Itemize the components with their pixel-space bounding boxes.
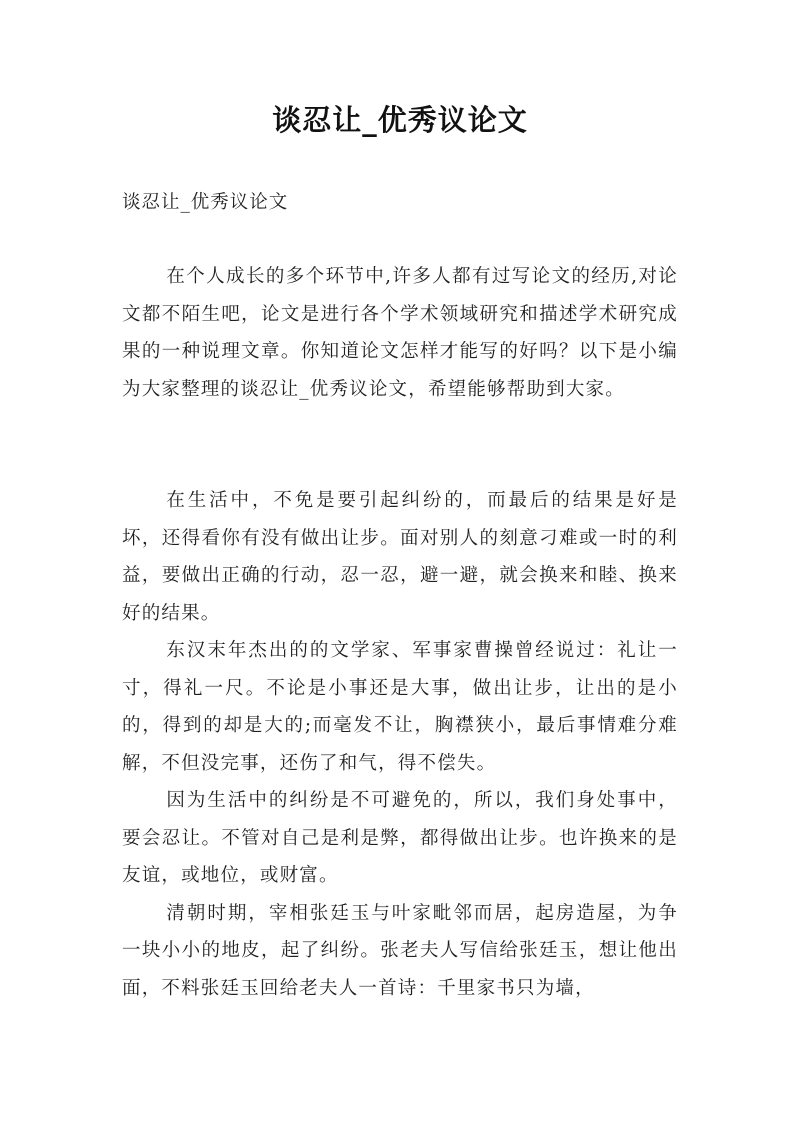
document-title: 谈忍让_优秀议论文 <box>272 103 528 137</box>
body-block <box>122 482 678 1007</box>
body-paragraph: 东汉末年杰出的的文学家、军事家曹操曾经说过：礼让一寸，得礼一尺。不论是小事还是大事，做出让步，让出的是小的，得到的却是大的;而毫发不让，胸襟狭小，最后事情难分难解，不但没完事，还伤了和气，得不偿失。 <box>122 640 678 774</box>
body-paragraph: 在生活中，不免是要引起纠纷的，而最后的结果是好是坏，还得看你有没有做出让步。面对别人的刻意刁难或一时的利益，要做出正确的行动，忍一忍，避一避，就会换来和睦、换来好的结果。 <box>122 490 678 624</box>
body-paragraph: 因为生活中的纠纷是不可避免的，所以，我们身处事中，要会忍让。不管对自己是利是弊，都得做出让步。也许换来的是友谊，或地位，或财富。 <box>122 790 678 886</box>
document-subtitle: 谈忍让_优秀议论文 <box>122 192 289 213</box>
intro-paragraph: 在个人成长的多个环节中,许多人都有过写论文的经历,对论文都不陌生吧，论文是进行各个学术领域研究和描述学术研究成果的一种说理文章。你知道论文怎样才能写的好吗？以下是小编为大家整理的谈忍让_优秀议论文，希望能够帮助到大家。 <box>122 266 678 400</box>
body-paragraph: 清朝时期，宰相张廷玉与叶家毗邻而居，起房造屋，为争一块小小的地皮，起了纠纷。张老夫人写信给张廷玉，想让他出面，不料张廷玉回给老夫人一首诗：千里家书只为墙， <box>122 902 678 999</box>
intro-block <box>122 258 678 408</box>
